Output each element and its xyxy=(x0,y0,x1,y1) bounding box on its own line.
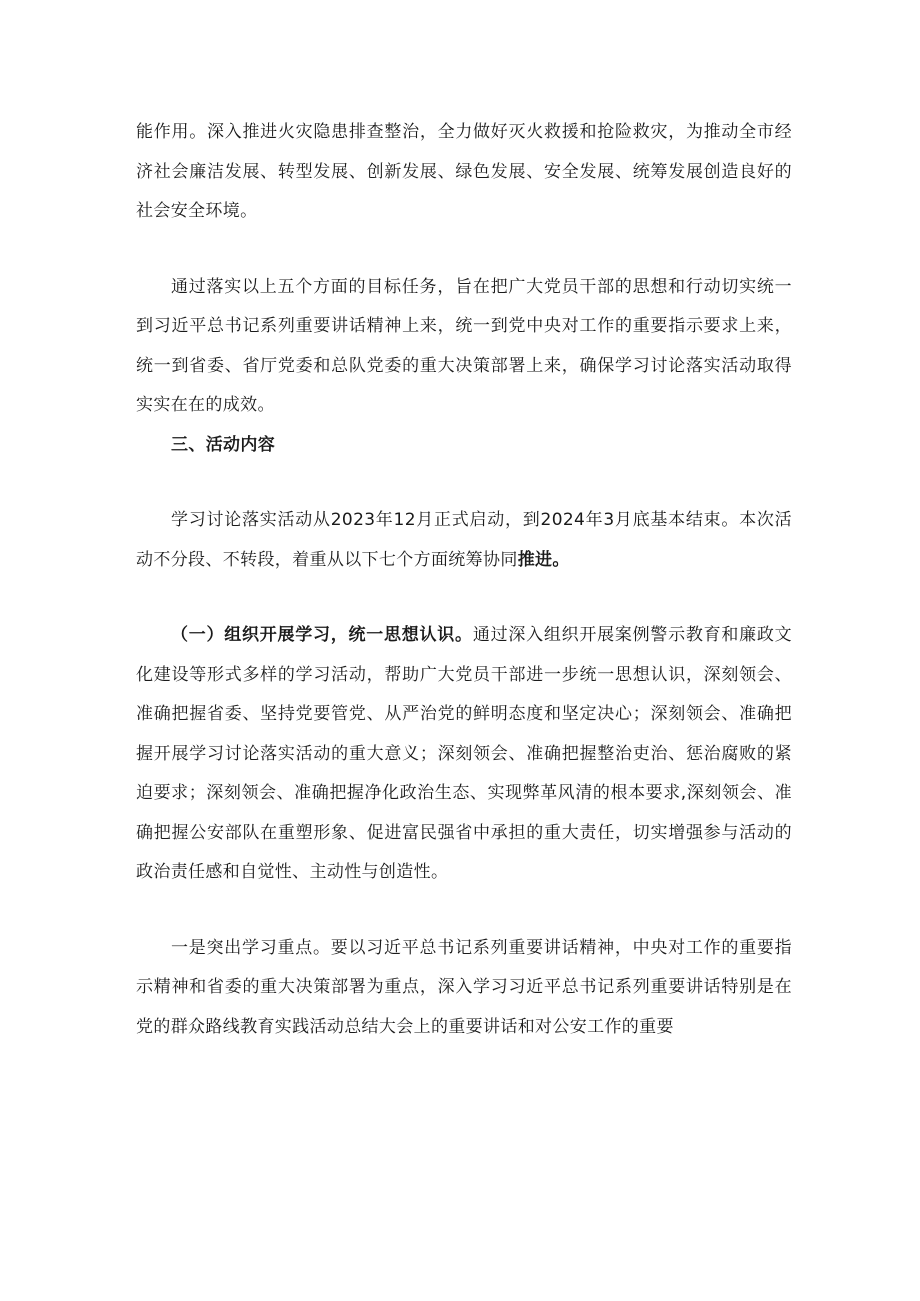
paragraph-organize-study xyxy=(136,616,792,893)
paragraph-study-focus: 一是突出学习重点。要以习近平总书记系列重要讲话精神，中央对工作的重要指示精神和省委的重大决策部署为重点，深入学习习近平总书记系列重要讲话特别是在党的群众路线教育实践活动总结大会上的重要讲话和对公安工作的重要 xyxy=(136,937,792,1037)
activity-timeline-text: 学习讨论落实活动从2023年12月正式启动，到2024年3月底基本结束。本次活动不分段、不转段，着重从以下七个方面统筹协同 xyxy=(136,510,792,570)
activity-timeline-bold-tail: 推进。 xyxy=(517,549,570,570)
paragraph-goals-summary: 通过落实以上五个方面的目标任务，旨在把广大党员干部的思想和行动切实统一到习近平总书记系列重要讲话精神上来，统一到党中央对工作的重要指示要求上来，统一到省委、省厅党委和总队党委的重大决策部署上来，确保学习讨论落实活动取得实实在在的成效。 xyxy=(136,276,792,415)
section-heading-activity-content: 三、活动内容 xyxy=(171,434,276,455)
document-body xyxy=(136,113,792,1047)
organize-study-lead: （一）组织开展学习，统一思想认识。 xyxy=(171,625,473,645)
organize-study-text: 通过深入组织开展案例警示教育和廉政文化建设等形式多样的学习活动，帮助广大党员干部进一步统一思想认识，深刻领会、准确把握省委、坚持党要管党、从严治党的鲜明态度和坚定决心；深刻领会、准确把握开展学习讨论落实活动的重大意义；深刻领会、准确把握整治吏治、惩治腐败的紧迫要求；深刻领会、准确把握净化政治生态、实现弊革风清的根本要求,深刻领会、准确把握公安部队在重塑形象、促进富民强省中承担的重大责任，切实增强参与活动的政治责任感和自觉性、主动性与创造性。 xyxy=(136,625,792,882)
paragraph-activity-timeline xyxy=(136,501,792,580)
paragraph-fire-safety-continuation: 能作用。深入推进火灾隐患排查整治，全力做好灭火救援和抢险救灾，为推动全市经济社会廉洁发展、转型发展、创新发展、绿色发展、安全发展、统筹发展创造良好的社会安全环境。 xyxy=(136,122,792,221)
